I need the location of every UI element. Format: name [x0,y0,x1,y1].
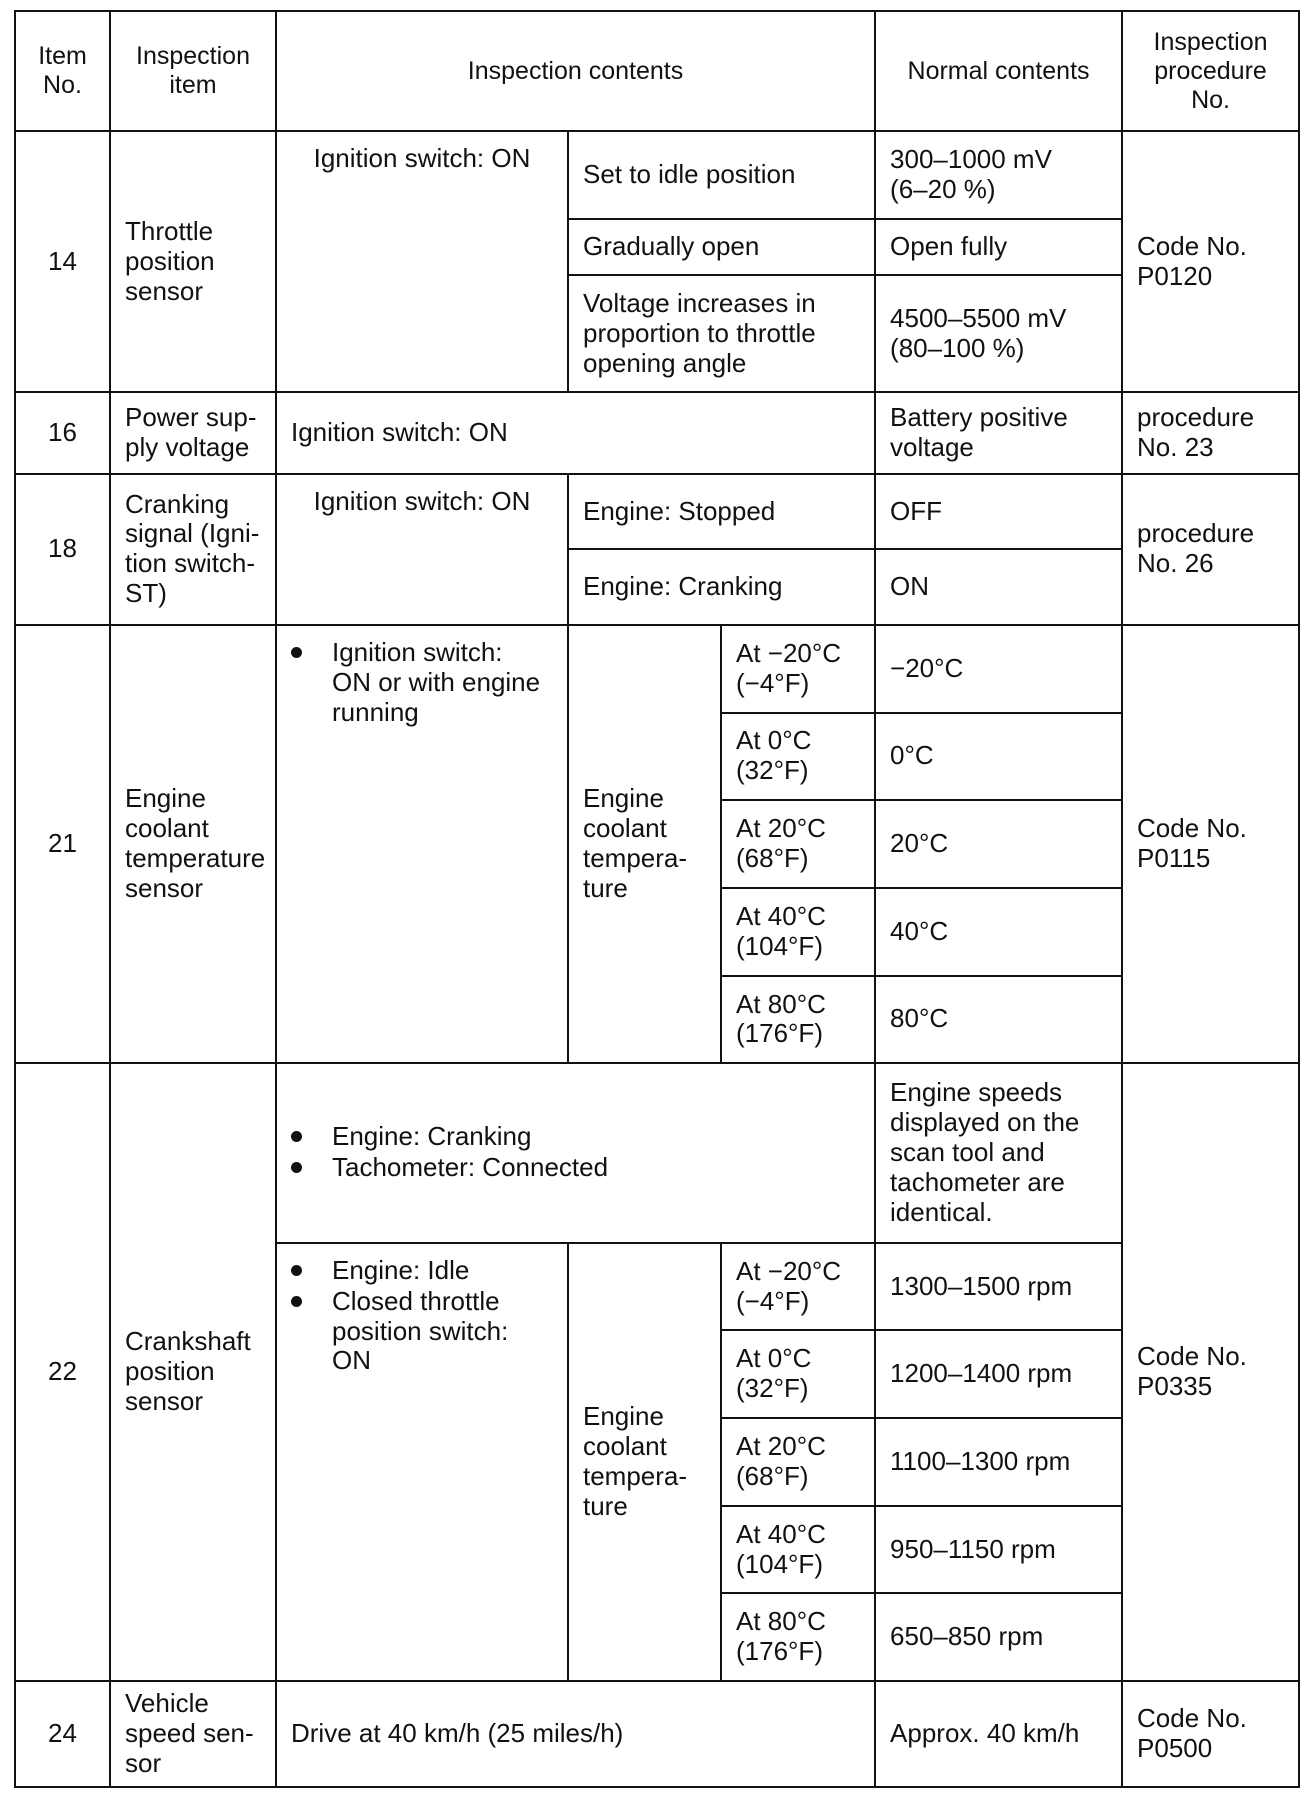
item-no-cell: 21 [15,625,110,1063]
bullet-icon [291,1296,302,1307]
temperature-cell: At 80°C (176°F) [721,1593,875,1681]
normal-cell: ON [875,549,1122,624]
bullet-text: Engine: Idle [332,1254,470,1285]
procedure-cell: Code No. P0500 [1122,1681,1299,1787]
condition-cell: Ignition switch: ON [276,392,875,474]
table-row [15,625,1299,713]
normal-cell: Approx. 40 km/h [875,1681,1122,1787]
temperature-cell: At 20°C (68°F) [721,800,875,888]
sub-condition-cell: Engine: Stopped [568,474,875,549]
bullet-item [291,1287,553,1377]
item-no-cell: 14 [15,131,110,392]
procedure-cell: Code No. P0120 [1122,131,1299,392]
normal-cell: 4500–5500 mV (80–100 %) [875,275,1122,392]
condition-list [291,1256,553,1377]
temperature-cell: At 40°C (104°F) [721,1506,875,1594]
header-normal-contents: Normal contents [875,11,1122,131]
condition-cell: Drive at 40 km/h (25 miles/h) [276,1681,875,1787]
normal-cell: 1300–1500 rpm [875,1243,1122,1331]
normal-cell: 1100–1300 rpm [875,1418,1122,1506]
header-inspection-contents: Inspection contents [276,11,875,131]
normal-cell: 650–850 rpm [875,1593,1122,1681]
inspection-table [14,10,1300,1788]
normal-cell: 40°C [875,888,1122,976]
normal-cell: 80°C [875,976,1122,1064]
sub-condition-cell: Engine: Cranking [568,549,875,624]
temperature-cell: At 20°C (68°F) [721,1418,875,1506]
item-name-cell: Power sup- ply voltage [110,392,276,474]
parameter-cell: Engine coolant tempera- ture [568,1243,721,1681]
bullet-text: Ignition switch: ON or with engine running [332,636,541,727]
condition-cell: Ignition switch: ON [276,474,568,625]
item-name-cell: Cranking signal (Igni- tion switch- ST) [110,474,276,625]
bullet-item [291,638,553,728]
sub-condition-cell: Voltage increases in proportion to throttle opening angle [568,275,875,392]
procedure-cell: Code No. P0115 [1122,625,1299,1063]
normal-cell: 0°C [875,713,1122,801]
procedure-cell: Code No. P0335 [1122,1063,1299,1681]
normal-cell: Engine speeds displayed on the scan tool and tachometer are identical. [875,1063,1122,1242]
temperature-cell: At 0°C (32°F) [721,1330,875,1418]
item-no-cell: 24 [15,1681,110,1787]
temperature-cell: At −20°C (−4°F) [721,1243,875,1331]
item-name-cell: Crankshaft position sensor [110,1063,276,1681]
normal-cell: Battery positive voltage [875,392,1122,474]
bullet-text: Engine: Cranking [332,1121,532,1152]
parameter-cell: Engine coolant tempera- ture [568,625,721,1063]
table-row [15,1063,1299,1242]
table-row [15,131,1299,219]
bullet-item [291,1122,860,1152]
temperature-cell: At 40°C (104°F) [721,888,875,976]
normal-cell: 1200–1400 rpm [875,1330,1122,1418]
item-name-cell: Throttle position sensor [110,131,276,392]
item-name-cell: Vehicle speed sen- sor [110,1681,276,1787]
bullet-item [291,1256,553,1286]
bullet-icon [291,647,302,658]
normal-cell: 20°C [875,800,1122,888]
bullet-icon [291,1131,302,1142]
header-procedure-no: Inspection procedure No. [1122,11,1299,131]
header-item-no: Item No. [15,11,110,131]
temperature-cell: At 0°C (32°F) [721,713,875,801]
condition-cell: Ignition switch: ON [276,131,568,392]
procedure-cell: procedure No. 23 [1122,392,1299,474]
table-row [15,474,1299,549]
procedure-cell: procedure No. 26 [1122,474,1299,625]
condition-cell [276,1063,875,1242]
sub-condition-cell: Gradually open [568,219,875,275]
item-name-cell: Engine coolant temperature sensor [110,625,276,1063]
bullet-text: Tachometer: Connected [332,1151,609,1182]
bullet-text: Closed throttle position switch: ON [332,1285,509,1376]
bullet-icon [291,1162,302,1173]
table-row [15,392,1299,474]
condition-list [291,1122,860,1183]
item-no-cell: 16 [15,392,110,474]
condition-cell [276,625,568,1063]
normal-cell: 300–1000 mV (6–20 %) [875,131,1122,219]
item-no-cell: 22 [15,1063,110,1681]
header-inspection-item: Inspection item [110,11,276,131]
table-row [15,1681,1299,1787]
normal-cell: −20°C [875,625,1122,713]
normal-cell: 950–1150 rpm [875,1506,1122,1594]
temperature-cell: At 80°C (176°F) [721,976,875,1064]
condition-cell [276,1243,568,1681]
normal-cell: OFF [875,474,1122,549]
header-row [15,11,1299,131]
temperature-cell: At −20°C (−4°F) [721,625,875,713]
bullet-item [291,1153,860,1183]
bullet-icon [291,1265,302,1276]
sub-condition-cell: Set to idle position [568,131,875,219]
normal-cell: Open fully [875,219,1122,275]
item-no-cell: 18 [15,474,110,625]
